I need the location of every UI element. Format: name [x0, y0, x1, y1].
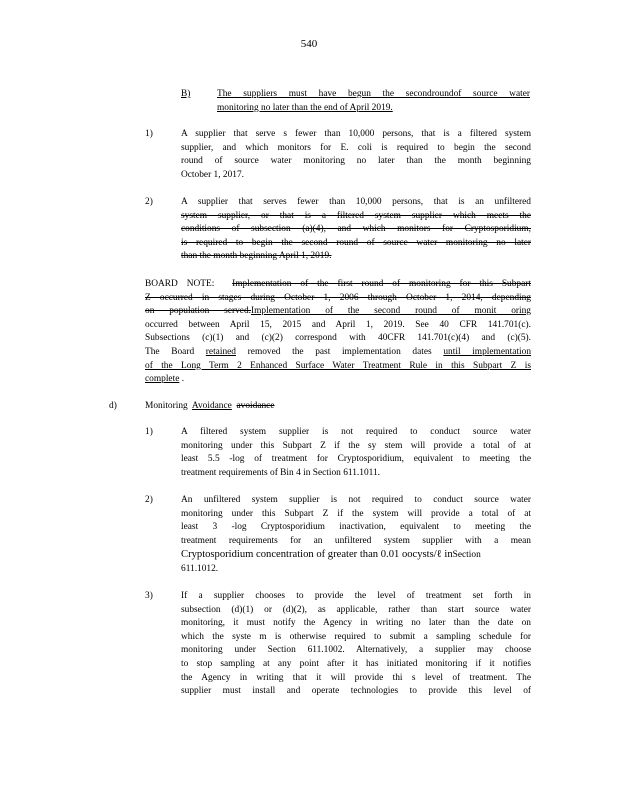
- struck-line: than the month beginning April 1, 2019.: [181, 251, 332, 262]
- struck-text: Implementation of the first round of monitoring for this Subpart: [232, 279, 531, 289]
- text-run: The Board: [145, 346, 195, 357]
- item-d3-text: [181, 590, 531, 699]
- inserted-text: complete: [145, 374, 180, 385]
- item-b-label: B): [181, 89, 191, 99]
- struck-line: system supplier, or that is a filtered system supplier which meets the: [181, 210, 531, 221]
- text-run: .: [181, 374, 185, 385]
- text-line: A filtered system supplier is not required to conduct source water: [181, 427, 531, 437]
- struck-line: Z occurred in stages during October 1, 2006 through October 1, 2014, depending: [145, 292, 531, 303]
- item-1-text: [181, 128, 531, 182]
- item-b-text: [217, 88, 530, 115]
- text-line: monitoring no later than the end of April 2019.: [217, 102, 393, 113]
- text-line: treatment requirements for an unfiltered system supplier with a mean: [181, 535, 531, 546]
- struck-text: on population served.: [145, 306, 251, 317]
- struck-line: conditions of subsection (a)(4), and which monitors for Cryptosporidium,: [181, 224, 531, 235]
- board-note-label: BOARD NOTE:: [145, 279, 215, 289]
- text-run: Cryptosporidium concentration of greater than 0.01 oocysts/ℓ in: [181, 549, 453, 561]
- text-line: supplier must install and operate technologies to provide this level of: [181, 686, 531, 697]
- text-line: A supplier that serve s fewer than 10,000 persons, that is a filtered system: [181, 129, 531, 139]
- text-line: [145, 346, 531, 360]
- text-line: treatment requirements of Bin 4 in Section 611.1011.: [181, 467, 381, 478]
- text-line: [145, 278, 531, 292]
- text-run: Monitoring: [145, 401, 188, 411]
- text-run: removed the past implementation dates: [247, 346, 432, 357]
- text-line: monitoring under this Subpart Z if the sy stem will provide a total of at: [181, 440, 531, 451]
- text-line: 611.1012.: [181, 563, 219, 574]
- text-line: [145, 373, 531, 387]
- item-d2-label: 2): [145, 495, 153, 505]
- text-line: monitoring, it must notify the Agency in writing no later than the date on: [181, 618, 531, 629]
- item-d3-label: 3): [145, 591, 153, 601]
- text-line: monitoring under this Subpart Z if the system will provide a total of at: [181, 508, 531, 519]
- text-line: the Agency in writing that it will provide thi s level of treatment. The: [181, 672, 531, 683]
- text-run: Section: [452, 550, 481, 561]
- item-2-text: [181, 196, 531, 264]
- text-line: A supplier that serves fewer than 10,000 persons, that is an unfiltered: [181, 197, 531, 207]
- text-line: least 5.5 -log of treatment for Cryptosporidium, equivalent to meeting the: [181, 454, 531, 465]
- text-line: Subsections (c)(1) and (c)(2) correspond with 40CFR 141.701(c)(4) and (c)(5).: [145, 333, 531, 344]
- inserted-text: Implementation of the second round of monit oring: [251, 306, 531, 317]
- item-2-label: 2): [145, 197, 153, 207]
- item-d-label: d): [109, 401, 117, 411]
- page-number: 540: [300, 38, 318, 50]
- inserted-text: Avoidance: [191, 401, 232, 411]
- text-line: round of source water monitoring no later than the month beginning: [181, 156, 531, 167]
- text-line: subsection (d)(1) or (d)(2), as applicable, rather than start source water: [181, 604, 531, 615]
- text-line: to stop sampling at any point after it has initiated monitoring if it notifies: [181, 658, 531, 669]
- board-note: [145, 278, 531, 387]
- text-line: October 1, 2017.: [181, 169, 245, 180]
- item-d-heading: [145, 400, 275, 414]
- item-d1-text: [181, 426, 531, 480]
- text-line: The suppliers must have begun the secondroundof source water: [217, 89, 530, 99]
- text-line: [181, 548, 531, 563]
- inserted-line: of the Long Term 2 Enhanced Surface Water Treatment Rule in this Subpart Z is: [145, 360, 531, 371]
- text-line: least 3 -log Cryptosporidium inactivation, equivalent to meeting the: [181, 522, 531, 533]
- text-line: If a supplier chooses to provide the level of treatment set forth in: [181, 591, 531, 601]
- struck-line: is required to begin the second round of source water monitoring no later: [181, 237, 531, 248]
- item-d2-text: [181, 494, 531, 577]
- item-d1-label: 1): [145, 427, 153, 437]
- text-line: [145, 305, 531, 319]
- text-line: occurred between April 15, 2015 and April 1, 2019. See 40 CFR 141.701(c).: [145, 319, 531, 330]
- text-line: An unfiltered system supplier is not required to conduct source water: [181, 495, 531, 505]
- text-line: which the syste m is otherwise required to submit a sampling schedule for: [181, 631, 531, 642]
- text-line: supplier, and which monitors for E. coli is required to begin the second: [181, 142, 531, 153]
- text-line: monitoring under Section 611.1002. Alternatively, a supplier may choose: [181, 645, 531, 656]
- item-1-label: 1): [145, 129, 153, 139]
- inserted-text: until implementation: [443, 346, 532, 357]
- struck-text: avoidance: [236, 401, 275, 411]
- inserted-text: retained: [205, 346, 236, 357]
